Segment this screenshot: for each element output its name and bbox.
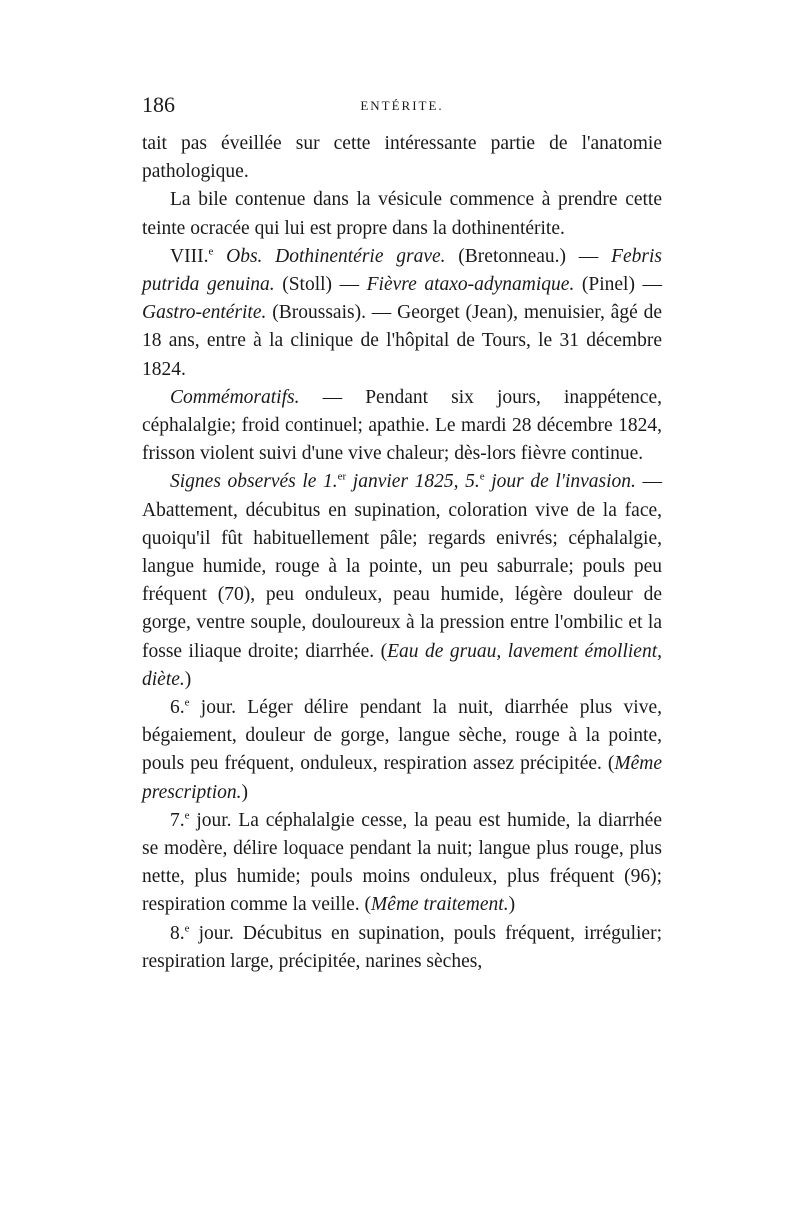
paragraph [142,384,662,469]
italic-text: jour de l'invasion. [484,471,636,493]
text-run: (Broussais). — Georget (Jean), menuisier, âgé de 18 ans, entre à la clinique de l'hôpital de Tours, le 31 décembre 1824. [142,302,662,380]
text-run: La bile contenue dans la vésicule commence à prendre cette teinte ocracée qui lui est propre dans la dothinentérite. [142,189,662,239]
superscript: e [184,922,190,935]
text-run: — Abattement, décubitus en supination, coloration vive de la face, quoiqu'il fût habituellement pâle; regards enivrés; céphalalgie, langue humide, rouge à la pointe, un peu saburrale; pouls peu fréquent (70), peu onduleux, peau humide, légère douleur de gorge, ventre souple, douloureux à la pression entre l'ombilic et la fosse iliaque droite; diarrhée. ( [142,471,663,662]
page-number: 186 [142,92,175,117]
text-run: jour. Léger délire pendant la nuit, diarrhée plus vive, bégaiement, douleur de gorge, langue sèche, rouge à la pointe, pouls peu fréquent, onduleux, respiration assez précipitée. ( [142,697,662,775]
italic-text: Même traitement. [371,894,509,916]
text-run: 6. [170,697,185,719]
superscript: e [479,470,485,483]
text-run: tait pas éveillée sur cette intéressante partie de l'anatomie pathologique. [142,133,662,183]
paragraph [142,807,662,920]
superscript: e [184,696,190,709]
superscript: e [208,245,214,258]
italic-text: Même prescription. [142,753,662,803]
text-run: (Pinel) — [574,274,662,296]
observation-heading-paragraph [142,243,662,384]
italic-text: Fièvre ataxo-adynamique. [366,274,575,296]
text-run: (Stoll) — [274,274,367,296]
italic-text: janvier 1825, 5. [346,471,480,493]
paragraph [142,468,662,694]
paragraph [142,130,662,186]
text-run: 8. [170,922,185,944]
italic-text: Gastro-entérite. [142,302,267,324]
text-run: ) [241,781,248,803]
text-run: jour. Décubitus en supination, pouls fréquent, irrégulier; respiration large, précipitée, narines sèches, [142,922,662,972]
text-run: 7. [170,809,185,831]
body-text [142,130,662,976]
italic-text: Commémoratifs. [170,386,300,408]
superscript: e [184,809,190,822]
superscript: er [337,470,347,483]
book-page [142,92,662,976]
paragraph [142,920,662,976]
italic-text: Febris putrida genuina. [142,245,662,296]
paragraph [142,694,662,807]
italic-text: Obs. Dothinentérie grave. [226,245,446,267]
text-run: VIII. [170,245,209,267]
text-run: — Pendant six jours, inappétence, céphalalgie; froid continuel; apathie. Le mardi 28 décembre 1824, frisson violent suivi d'une vive chaleur; dès-lors fièvre continue. [142,386,662,465]
italic-text: Signes observés le 1. [170,471,338,493]
paragraph [142,186,662,242]
text-run: jour. La céphalalgie cesse, la peau est humide, la diarrhée se modère, délire loquace pendant la nuit; langue plus rouge, plus nette, plus humide; pouls moins onduleux, plus fréquent (96); respiration comme la veille. ( [142,809,662,916]
running-title: ENTÉRITE. [360,98,444,113]
italic-text: Eau de gruau, lavement émollient, diète. [142,640,662,690]
text-run: (Bretonneau.) — [445,245,612,267]
text-run: ) [184,668,192,690]
text-run: ) [508,894,516,916]
text-run [213,246,226,267]
page-header [142,92,662,130]
